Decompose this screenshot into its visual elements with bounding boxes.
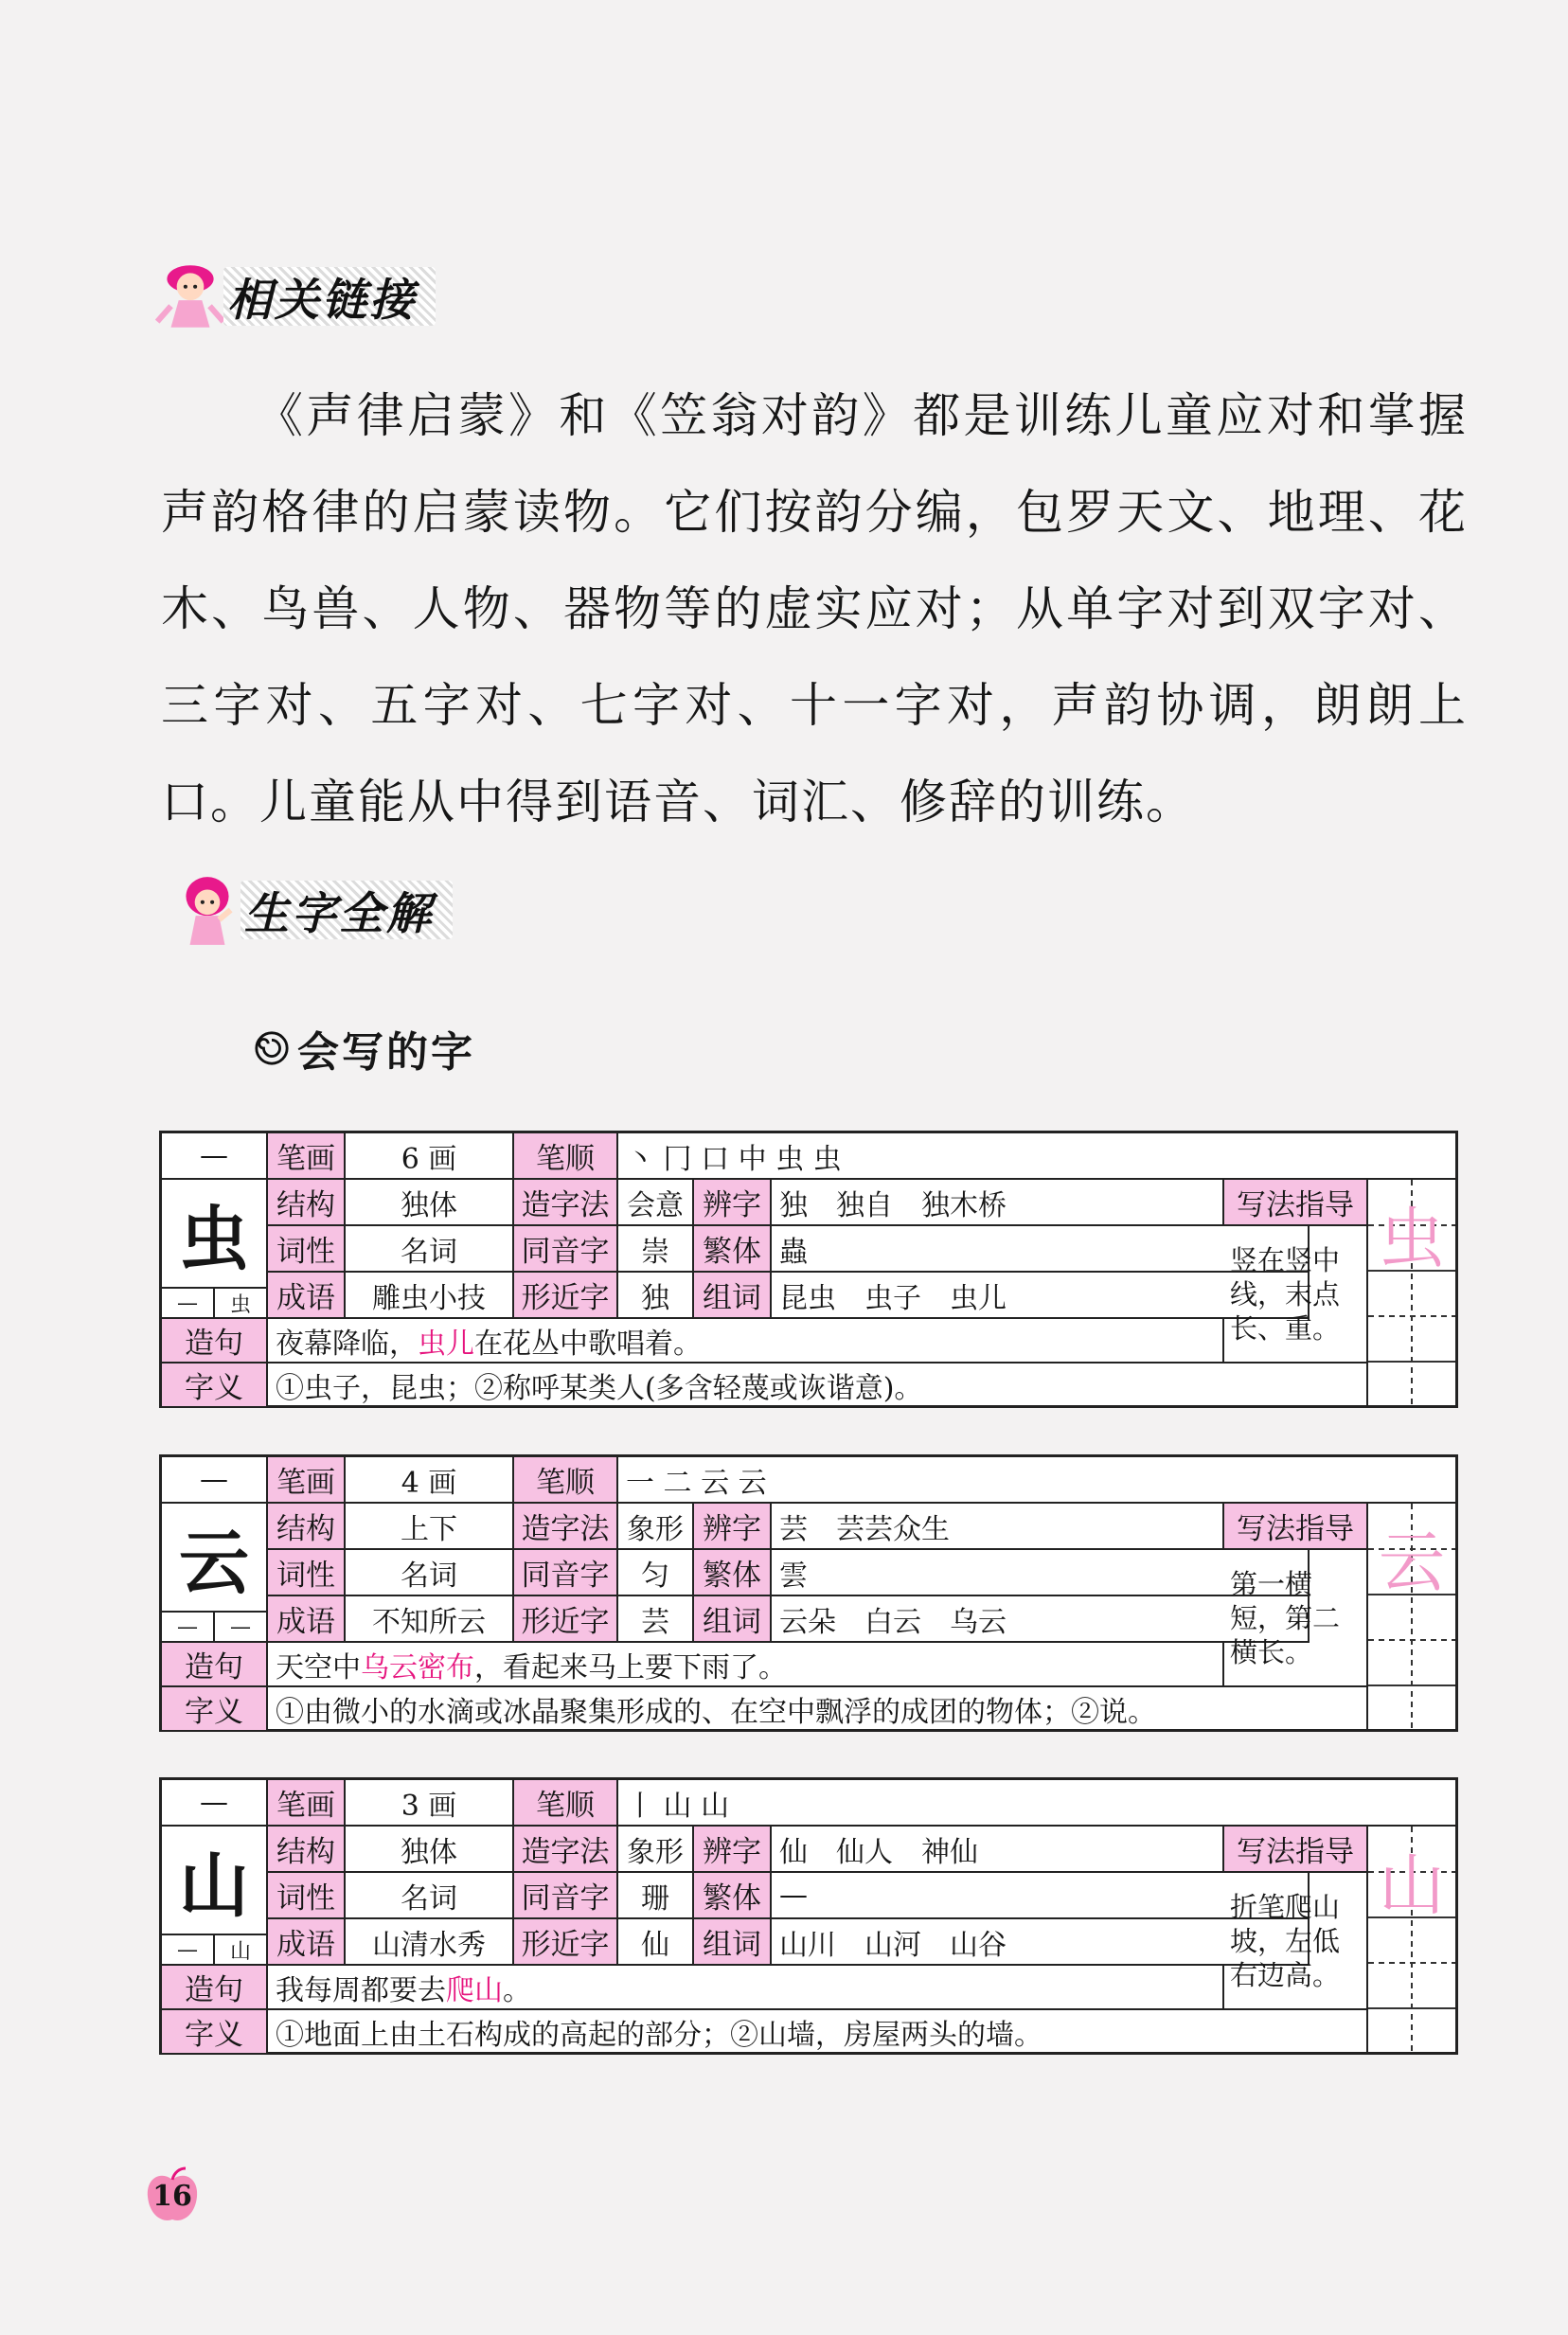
label-similar: 形近字: [514, 1596, 618, 1643]
label-guide: 写法指导: [1224, 1180, 1368, 1226]
value-structure: 上下: [346, 1504, 514, 1550]
heading-band: [223, 267, 436, 326]
value-order: 丨 山 山: [618, 1780, 1458, 1827]
label-words: 组词: [694, 1596, 772, 1643]
related-text: 《声律启蒙》和《笠翁对韵》都是训练儿童应对和掌握声韵格律的启蒙读物。它们按韵分编，包罗天文、地理、花木、鸟兽、人物、器物等的虚实应对；从单字对到双字对、三字对、五字对、七字对、十一字对，声韵协调，朗朗上口。儿童能从中得到语音、词汇、修辞的训练。: [161, 388, 1468, 829]
value-sentence: [268, 1319, 1224, 1364]
label-strokes: 笔画: [268, 1133, 346, 1180]
main-char: 虫: [162, 1180, 268, 1289]
value-meaning: ①由微小的水滴或冰晶聚集形成的、在空中飘浮的成团的物体；②说。: [268, 1687, 1368, 1732]
label-pos: 词性: [268, 1873, 346, 1919]
label-structure: 结构: [268, 1827, 346, 1873]
value-method: 象形: [618, 1827, 694, 1873]
ghost-char: 山: [1379, 1846, 1445, 1924]
char-table: [159, 1131, 1458, 1408]
section-title: 生字全解: [244, 887, 434, 940]
value-words: 山川 山河 山谷: [772, 1919, 1310, 1966]
section-heading-related: [151, 258, 436, 335]
label-words: 组词: [694, 1919, 772, 1966]
label-order: 笔顺: [514, 1780, 618, 1827]
value-order: 一 二 云 云: [618, 1457, 1458, 1504]
label-pos: 词性: [268, 1226, 346, 1273]
value-similar: 芸: [618, 1596, 694, 1643]
value-strokes: 6 画: [346, 1133, 514, 1180]
label-method: 造字法: [514, 1180, 618, 1226]
label-homophone: 同音字: [514, 1550, 618, 1596]
value-traditional: —: [772, 1873, 1310, 1919]
label-order: 笔顺: [514, 1133, 618, 1180]
label-similar: 形近字: [514, 1919, 618, 1966]
value-meaning: ①地面上由土石构成的高起的部分；②山墙，房屋两头的墙。: [268, 2010, 1368, 2055]
label-guide: 写法指导: [1224, 1504, 1368, 1550]
label-meaning: 字义: [162, 1364, 268, 1408]
radical-bl: —: [162, 1289, 215, 1319]
sentence-pre: 天空中: [276, 1650, 361, 1684]
girl-mascot-icon: [151, 258, 229, 335]
radical-br: 虫: [215, 1289, 268, 1319]
radical-top: —: [162, 1780, 268, 1827]
label-idiom: 成语: [268, 1273, 346, 1319]
label-method: 造字法: [514, 1504, 618, 1550]
label-words: 组词: [694, 1273, 772, 1319]
value-guide: 折笔爬山坡，左低右边高。: [1224, 1873, 1368, 2010]
label-structure: 结构: [268, 1504, 346, 1550]
char-table: [159, 1777, 1458, 2055]
label-traditional: 繁体: [694, 1226, 772, 1273]
label-strokes: 笔画: [268, 1780, 346, 1827]
label-sentence: 造句: [162, 1319, 268, 1364]
value-distinguish: 仙 仙人 神仙: [772, 1827, 1224, 1873]
value-distinguish: 独 独自 独木桥: [772, 1180, 1224, 1226]
main-char: 云: [162, 1504, 268, 1613]
label-method: 造字法: [514, 1827, 618, 1873]
label-traditional: 繁体: [694, 1550, 772, 1596]
label-order: 笔顺: [514, 1457, 618, 1504]
practice-grid: [1368, 1180, 1455, 1408]
heading-band: [241, 881, 453, 939]
value-structure: 独体: [346, 1180, 514, 1226]
label-sentence: 造句: [162, 1966, 268, 2010]
practice-grid: [1368, 1504, 1455, 1732]
label-traditional: 繁体: [694, 1873, 772, 1919]
practice-grid: [1368, 1827, 1455, 2055]
value-homophone: 匀: [618, 1550, 694, 1596]
page-number: 16: [152, 2180, 192, 2213]
value-strokes: 3 画: [346, 1780, 514, 1827]
label-distinguish: 辨字: [694, 1827, 772, 1873]
value-similar: 独: [618, 1273, 694, 1319]
section-heading-chars: [169, 871, 453, 949]
radical-br: —: [215, 1613, 268, 1643]
value-method: 会意: [618, 1180, 694, 1226]
value-words: 云朵 白云 乌云: [772, 1596, 1310, 1643]
radical-bl: —: [162, 1613, 215, 1643]
value-structure: 独体: [346, 1827, 514, 1873]
sentence-post: 在花丛中歌唱着。: [474, 1327, 702, 1361]
subheading-write: [254, 1018, 475, 1078]
swirl-bullet-icon: [254, 1030, 290, 1066]
label-structure: 结构: [268, 1180, 346, 1226]
value-traditional: 雲: [772, 1550, 1310, 1596]
char-table: [159, 1454, 1458, 1732]
value-pos: 名词: [346, 1550, 514, 1596]
label-meaning: 字义: [162, 1687, 268, 1732]
sentence-pre: 我每周都要去: [276, 1973, 446, 2007]
sentence-pre: 夜幕降临，: [276, 1327, 418, 1361]
radical-br: 山: [215, 1935, 268, 1966]
value-homophone: 崇: [618, 1226, 694, 1273]
value-similar: 仙: [618, 1919, 694, 1966]
value-guide: 竖在竖中线，末点长、重。: [1224, 1226, 1368, 1364]
value-words: 昆虫 虫子 虫儿: [772, 1273, 1310, 1319]
value-meaning: ①虫子，昆虫；②称呼某类人(多含轻蔑或诙谐意)。: [268, 1364, 1368, 1408]
radical-bl: —: [162, 1935, 215, 1966]
value-order: 丶 冂 口 中 虫 虫: [618, 1133, 1458, 1180]
label-distinguish: 辨字: [694, 1504, 772, 1550]
value-distinguish: 芸 芸芸众生: [772, 1504, 1224, 1550]
ghost-char: 虫: [1379, 1200, 1445, 1277]
value-idiom: 山清水秀: [346, 1919, 514, 1966]
radical-top: —: [162, 1457, 268, 1504]
girl-mascot-icon: [169, 871, 246, 949]
value-method: 象形: [618, 1504, 694, 1550]
value-traditional: 蟲: [772, 1226, 1310, 1273]
label-pos: 词性: [268, 1550, 346, 1596]
ghost-char: 云: [1379, 1524, 1445, 1601]
label-meaning: 字义: [162, 2010, 268, 2055]
value-pos: 名词: [346, 1873, 514, 1919]
related-paragraph: [161, 367, 1468, 850]
sentence-highlight: 虫儿: [418, 1327, 474, 1361]
value-sentence: [268, 1966, 1224, 2010]
label-idiom: 成语: [268, 1919, 346, 1966]
label-homophone: 同音字: [514, 1873, 618, 1919]
value-idiom: 不知所云: [346, 1596, 514, 1643]
sentence-highlight: 爬山: [446, 1973, 503, 2007]
label-distinguish: 辨字: [694, 1180, 772, 1226]
section-title: 相关链接: [227, 274, 417, 327]
value-guide: 第一横短，第二横长。: [1224, 1550, 1368, 1687]
main-char: 山: [162, 1827, 268, 1935]
label-similar: 形近字: [514, 1273, 618, 1319]
value-pos: 名词: [346, 1226, 514, 1273]
value-strokes: 4 画: [346, 1457, 514, 1504]
label-homophone: 同音字: [514, 1226, 618, 1273]
sentence-post: ，看起来马上要下雨了。: [474, 1650, 787, 1684]
subheading-text: 会写的字: [297, 1028, 475, 1077]
value-homophone: 珊: [618, 1873, 694, 1919]
label-idiom: 成语: [268, 1596, 346, 1643]
label-sentence: 造句: [162, 1643, 268, 1687]
label-strokes: 笔画: [268, 1457, 346, 1504]
label-guide: 写法指导: [1224, 1827, 1368, 1873]
value-sentence: [268, 1643, 1224, 1687]
value-idiom: 雕虫小技: [346, 1273, 514, 1319]
sentence-highlight: 乌云密布: [361, 1650, 474, 1684]
radical-top: —: [162, 1133, 268, 1180]
sentence-post: 。: [503, 1973, 531, 2007]
